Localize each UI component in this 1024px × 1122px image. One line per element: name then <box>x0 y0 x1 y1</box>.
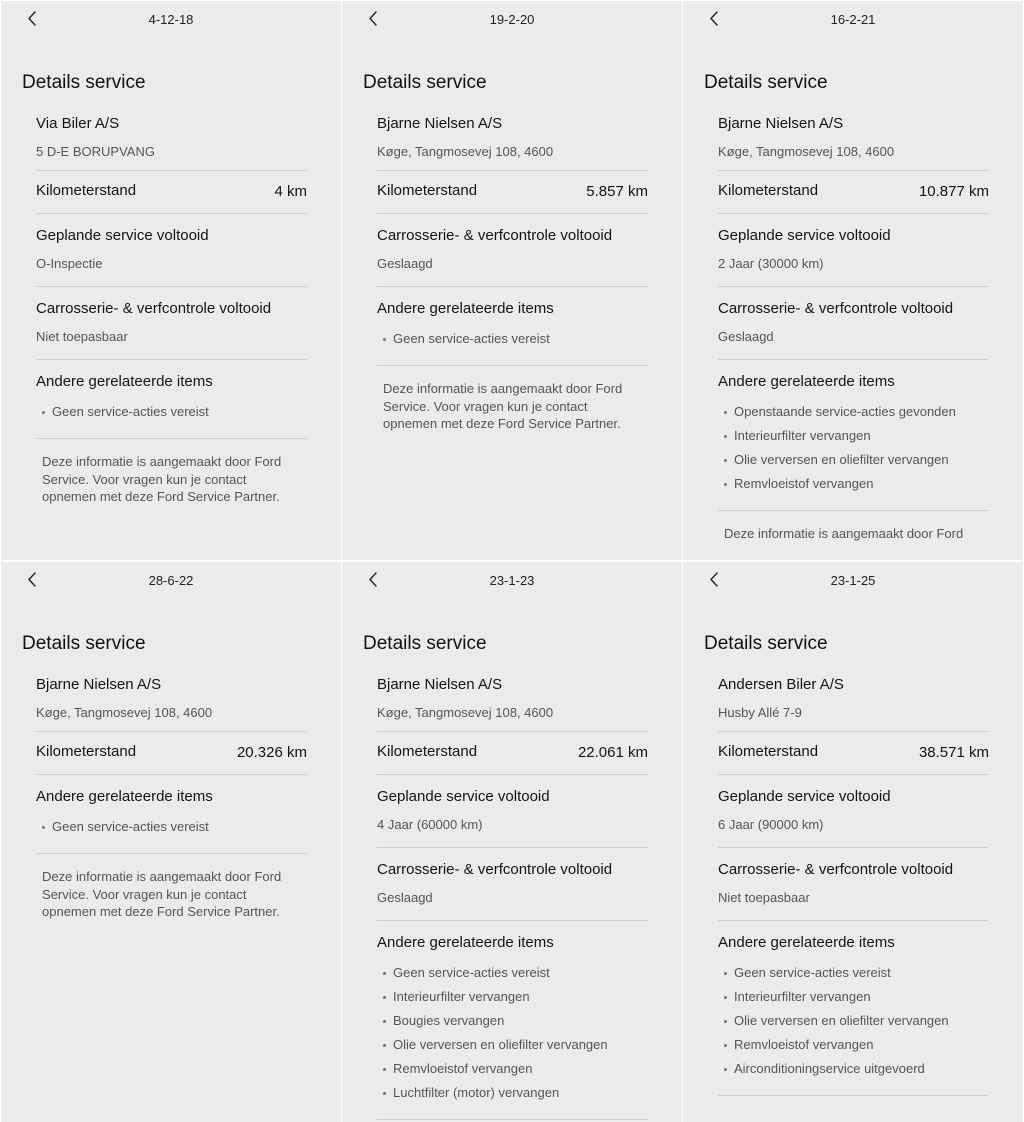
mileage-value: 5.857 km <box>586 182 648 200</box>
service-date: 23-1-23 <box>489 573 535 588</box>
list-item: Remvloeistof vervangen <box>718 1033 989 1057</box>
related-items-section <box>718 921 989 1096</box>
dealer-section <box>718 108 989 171</box>
dealer-name: Bjarne Nielsen A/S <box>377 115 503 132</box>
list-item: Geen service-acties vereist <box>36 815 307 839</box>
service-date: 16-2-21 <box>830 12 876 27</box>
service-details-panel <box>683 562 1023 1122</box>
details-content <box>36 669 307 921</box>
dealer-name: Bjarne Nielsen A/S <box>377 676 503 693</box>
dealer-section <box>36 108 307 171</box>
list-item: Interieurfilter vervangen <box>718 424 989 448</box>
related-items-section <box>36 360 307 439</box>
related-items-list <box>377 961 648 1105</box>
page-title: Details service <box>704 72 828 93</box>
dealer-section <box>377 669 648 732</box>
service-date: 23-1-25 <box>830 573 876 588</box>
service-details-panel <box>1 562 341 1122</box>
info-note: Deze informatie is aangemaakt door Ford <box>724 526 964 541</box>
related-items-title: Andere gerelateerde items <box>377 934 554 951</box>
list-item: Remvloeistof vervangen <box>377 1057 648 1081</box>
body-check-title: Carrosserie- & verfcontrole voltooid <box>36 300 272 317</box>
info-note: Deze informatie is aangemaakt door Ford Service. Voor vragen kun je contact opnemen met deze Ford Service Partner. <box>42 454 282 504</box>
service-details-panel <box>683 1 1023 560</box>
mileage-row <box>718 732 989 775</box>
mileage-label: Kilometerstand <box>377 743 478 760</box>
related-items-list <box>718 961 989 1081</box>
top-bar <box>342 1 682 41</box>
top-bar <box>683 1 1023 41</box>
list-item: Geen service-acties vereist <box>718 961 989 985</box>
mileage-row <box>377 171 648 214</box>
body-check-section <box>377 848 648 921</box>
body-check-value: Geslaagd <box>377 890 433 905</box>
dealer-name: Via Biler A/S <box>36 115 120 132</box>
related-items-section <box>36 775 307 854</box>
service-date: 4-12-18 <box>148 12 194 27</box>
related-items-title: Andere gerelateerde items <box>718 373 895 390</box>
top-bar <box>1 1 341 41</box>
service-date: 19-2-20 <box>489 12 535 27</box>
planned-service-value: 2 Jaar (30000 km) <box>718 256 824 271</box>
related-items-title: Andere gerelateerde items <box>377 300 554 317</box>
list-item: Bougies vervangen <box>377 1009 648 1033</box>
planned-service-title: Geplande service voltooid <box>36 227 209 244</box>
related-items-title: Andere gerelateerde items <box>36 373 213 390</box>
list-item: Interieurfilter vervangen <box>377 985 648 1009</box>
planned-service-section <box>718 775 989 848</box>
list-item: Openstaande service-acties gevonden <box>718 400 989 424</box>
page-title: Details service <box>22 633 146 654</box>
related-items-list <box>718 400 989 496</box>
body-check-section <box>718 287 989 360</box>
body-check-value: Niet toepasbaar <box>36 329 128 344</box>
dealer-address: Køge, Tangmosevej 108, 4600 <box>377 705 554 720</box>
mileage-label: Kilometerstand <box>377 182 478 199</box>
info-note: Deze informatie is aangemaakt door Ford Service. Voor vragen kun je contact opnemen met deze Ford Service Partner. <box>383 381 623 431</box>
mileage-value: 38.571 km <box>918 743 989 761</box>
planned-service-title: Geplande service voltooid <box>718 227 891 244</box>
dealer-address: Køge, Tangmosevej 108, 4600 <box>36 705 213 720</box>
body-check-section <box>718 848 989 921</box>
mileage-label: Kilometerstand <box>36 182 137 199</box>
planned-service-section <box>36 214 307 287</box>
body-check-title: Carrosserie- & verfcontrole voltooid <box>377 227 613 244</box>
body-check-title: Carrosserie- & verfcontrole voltooid <box>718 861 954 878</box>
service-date: 28-6-22 <box>148 573 194 588</box>
list-item: Luchtfilter (motor) vervangen <box>377 1081 648 1105</box>
dealer-address: Husby Allé 7-9 <box>718 705 802 720</box>
related-items-title: Andere gerelateerde items <box>718 934 895 951</box>
related-items-section <box>718 360 989 511</box>
dealer-section <box>377 108 648 171</box>
details-content <box>36 108 307 506</box>
planned-service-value: 6 Jaar (90000 km) <box>718 817 824 832</box>
mileage-label: Kilometerstand <box>36 743 137 760</box>
top-bar <box>683 562 1023 602</box>
planned-service-title: Geplande service voltooid <box>718 788 891 805</box>
list-item: Geen service-acties vereist <box>36 400 307 424</box>
body-check-value: Geslaagd <box>718 329 774 344</box>
list-item: Geen service-acties vereist <box>377 961 648 985</box>
page-title: Details service <box>363 72 487 93</box>
page-title: Details service <box>22 72 146 93</box>
body-check-section <box>36 287 307 360</box>
planned-service-section <box>718 214 989 287</box>
details-content <box>377 669 648 1120</box>
details-content <box>718 669 989 1096</box>
mileage-value: 20.326 km <box>236 743 307 761</box>
mileage-value: 10.877 km <box>918 182 989 200</box>
mileage-value: 4 km <box>274 182 307 200</box>
related-items-list <box>377 327 648 351</box>
list-item: Geen service-acties vereist <box>377 327 648 351</box>
details-content <box>377 108 648 433</box>
info-note: Deze informatie is aangemaakt door Ford Service. Voor vragen kun je contact opnemen met deze Ford Service Partner. <box>42 869 282 919</box>
dealer-address: 5 D-E BORUPVANG <box>36 144 155 159</box>
body-check-section <box>377 214 648 287</box>
dealer-section <box>36 669 307 732</box>
planned-service-title: Geplande service voltooid <box>377 788 550 805</box>
planned-service-value: O-Inspectie <box>36 256 103 271</box>
list-item: Olie verversen en oliefilter vervangen <box>718 1009 989 1033</box>
body-check-title: Carrosserie- & verfcontrole voltooid <box>718 300 954 317</box>
top-bar <box>1 562 341 602</box>
planned-service-section <box>377 775 648 848</box>
list-item: Olie verversen en oliefilter vervangen <box>718 448 989 472</box>
service-details-panel <box>1 1 341 560</box>
mileage-label: Kilometerstand <box>718 182 819 199</box>
mileage-row <box>718 171 989 214</box>
dealer-section <box>718 669 989 732</box>
service-details-panel <box>342 1 682 560</box>
dealer-name: Bjarne Nielsen A/S <box>718 115 844 132</box>
dealer-address: Køge, Tangmosevej 108, 4600 <box>718 144 895 159</box>
top-bar <box>342 562 682 602</box>
mileage-label: Kilometerstand <box>718 743 819 760</box>
related-items-title: Andere gerelateerde items <box>36 788 213 805</box>
related-items-list <box>36 815 307 839</box>
body-check-value: Geslaagd <box>377 256 433 271</box>
page-title: Details service <box>704 633 828 654</box>
list-item: Olie verversen en oliefilter vervangen <box>377 1033 648 1057</box>
mileage-row <box>377 732 648 775</box>
service-details-panel <box>342 562 682 1122</box>
planned-service-value: 4 Jaar (60000 km) <box>377 817 483 832</box>
dealer-address: Køge, Tangmosevej 108, 4600 <box>377 144 554 159</box>
list-item: Airconditioningservice uitgevoerd <box>718 1057 989 1081</box>
related-items-list <box>36 400 307 424</box>
mileage-row <box>36 171 307 214</box>
related-items-section <box>377 287 648 366</box>
page-title: Details service <box>363 633 487 654</box>
list-item: Remvloeistof vervangen <box>718 472 989 496</box>
related-items-section <box>377 921 648 1120</box>
mileage-value: 22.061 km <box>577 743 648 761</box>
body-check-title: Carrosserie- & verfcontrole voltooid <box>377 861 613 878</box>
body-check-value: Niet toepasbaar <box>718 890 810 905</box>
dealer-name: Andersen Biler A/S <box>718 676 844 693</box>
dealer-name: Bjarne Nielsen A/S <box>36 676 162 693</box>
details-content <box>718 108 989 543</box>
mileage-row <box>36 732 307 775</box>
list-item: Interieurfilter vervangen <box>718 985 989 1009</box>
